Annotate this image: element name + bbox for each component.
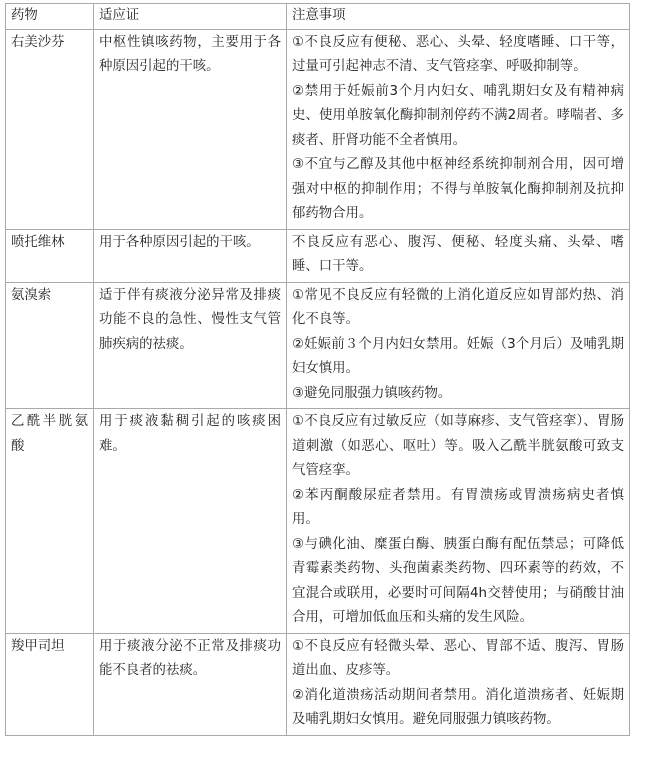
drug-name: 氨溴索 [6,282,94,409]
note-item: ③避免同服强力镇咳药物。 [292,385,452,401]
note-item: ①不良反应有过敏反应（如荨麻疹、支气管痉挛）、胃肠道刺激（如恶心、呕吐）等。吸入乙酰半胱氨酸可致支气管痉挛。 [292,414,624,478]
table-row [6,409,630,634]
table-row [6,229,630,282]
header-indication: 适应证 [94,4,287,30]
drug-indication: 用于各种原因引起的干咳。 [94,229,287,282]
header-notes: 注意事项 [287,4,630,30]
drug-name: 羧甲司坦 [6,633,94,735]
note-item: ①不良反应有轻微头晕、恶心、胃部不适、腹泻、胃肠道出血、皮疹等。 [292,638,624,678]
note-item: ③与碘化油、糜蛋白酶、胰蛋白酶有配伍禁忌；可降低青霉素类药物、头孢菌素类药物、四环素等的药效，不宜混合或联用，必要时可间隔4h交替使用；与硝酸甘油合用，可增加低血压和头痛的发生风险。 [292,536,624,625]
drug-name: 右美沙芬 [6,29,94,229]
drug-notes [287,409,630,634]
note-item: ①不良反应有便秘、恶心、头晕、轻度嗜睡、口干等，过量可引起神志不清、支气管痉挛、呼吸抑制等。 [292,34,624,74]
table-row [6,633,630,735]
drug-notes [287,633,630,735]
table-row [6,29,630,229]
drug-notes [287,229,630,282]
drug-notes [287,29,630,229]
note-item: ③不宜与乙醇及其他中枢神经系统抑制剂合用，因可增强对中枢的抑制作用；不得与单胺氧化酶抑制剂及抗抑郁药物合用。 [292,157,624,221]
drug-indication: 适于伴有痰液分泌异常及排痰功能不良的急性、慢性支气管肺疾病的祛痰。 [94,282,287,409]
drug-notes [287,282,630,409]
drug-indication: 中枢性镇咳药物，主要用于各种原因引起的干咳。 [94,29,287,229]
drug-name: 喷托维林 [6,229,94,282]
header-row [6,4,630,30]
note-item: ②消化道溃疡活动期间者禁用。消化道溃疡者、妊娠期及哺乳期妇女慎用。避免同服强力镇咳药物。 [292,687,624,727]
note-item: ②苯丙酮酸尿症者禁用。有胃溃疡或胃溃疡病史者慎用。 [292,487,624,527]
drug-indication: 用于痰液分泌不正常及排痰功能不良者的祛痰。 [94,633,287,735]
note-item: ①常见不良反应有轻微的上消化道反应如胃部灼热、消化不良等。 [292,287,624,327]
drug-table [5,3,630,736]
table-row [6,282,630,409]
note-item: ②妊娠前３个月内妇女禁用。妊娠（3个月后）及哺乳期妇女慎用。 [292,336,624,376]
drug-name: 乙酰半胱氨酸 [6,409,94,634]
header-drug: 药物 [6,4,94,30]
note-item: ②禁用于妊娠前3个月内妇女、哺乳期妇女及有精神病史、使用单胺氧化酶抑制剂停药不满2周者。哮喘者、多痰者、肝肾功能不全者慎用。 [292,83,624,148]
note-item: 不良反应有恶心、腹泻、便秘、轻度头痛、头晕、嗜睡、口干等。 [292,234,624,274]
drug-indication: 用于痰液黏稠引起的咳痰困难。 [94,409,287,634]
